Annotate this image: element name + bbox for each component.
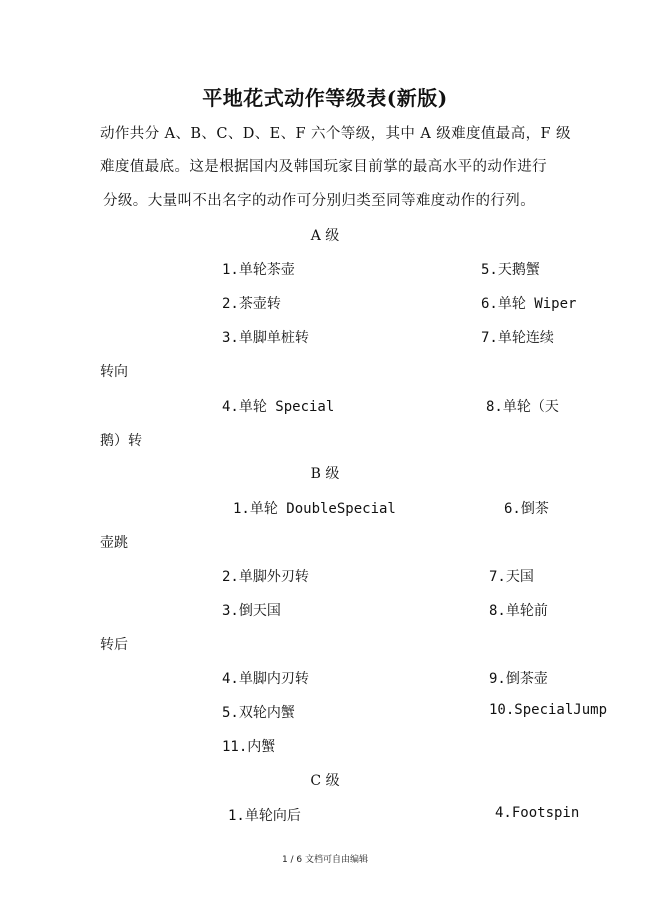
page-footer: 1 / 6 文档可自由编辑 (281, 855, 369, 865)
grade-b-item-2: 2.单脚外刃转 (222, 569, 309, 585)
grade-c-item-4: 4.Footspin (495, 805, 580, 821)
grade-b-item-7: 7.天国 (489, 569, 534, 585)
grade-b-item-9: 9.倒茶壶 (489, 671, 548, 687)
intro-line-3: 分级。大量叫不出名字的动作可分别归类至同等难度动作的行列。 (103, 193, 536, 209)
grade-b-item-1: 1.单轮 DoubleSpecial (233, 501, 396, 517)
grade-c-heading: C 级 (310, 773, 340, 789)
grade-b-item-8-cont: 转后 (100, 637, 128, 653)
grade-a-item-6: 6.单轮 Wiper (481, 296, 577, 312)
grade-b-item-10: 10.SpecialJump (489, 702, 608, 718)
grade-b-item-11: 11.内蟹 (222, 739, 276, 755)
grade-a-heading: A 级 (310, 228, 340, 244)
page-title: 平地花式动作等级表(新版) (202, 86, 448, 110)
grade-a-item-4: 4.单轮 Special (222, 399, 335, 415)
grade-b-item-5: 5.双轮内蟹 (222, 705, 295, 721)
grade-b-heading: B 级 (310, 466, 340, 482)
grade-a-item-1: 1.单轮茶壶 (222, 262, 295, 278)
grade-a-item-8: 8.单轮（天 (486, 399, 559, 415)
grade-a-item-2: 2.茶壶转 (222, 296, 281, 312)
grade-a-item-7-cont: 转向 (100, 364, 128, 380)
grade-a-item-5: 5.天鹅蟹 (481, 262, 540, 278)
grade-c-item-1: 1.单轮向后 (228, 808, 301, 824)
grade-a-item-7: 7.单轮连续 (481, 330, 554, 346)
grade-b-item-6: 6.倒茶 (504, 501, 549, 517)
grade-b-item-4: 4.单脚内刃转 (222, 671, 309, 687)
grade-a-item-3: 3.单脚单桩转 (222, 330, 309, 346)
grade-a-item-8-cont: 鹅）转 (100, 433, 142, 449)
grade-b-item-6-cont: 壶跳 (100, 535, 128, 551)
intro-line-2: 难度值最底。这是根据国内及韩国玩家目前掌的最高水平的动作进行 (100, 159, 547, 175)
grade-b-item-8: 8.单轮前 (489, 603, 548, 619)
grade-b-item-3: 3.倒天国 (222, 603, 281, 619)
intro-line-1: 动作共分 A、B、C、D、E、F 六个等级，其中 A 级难度值最高，F 级 (100, 126, 571, 142)
